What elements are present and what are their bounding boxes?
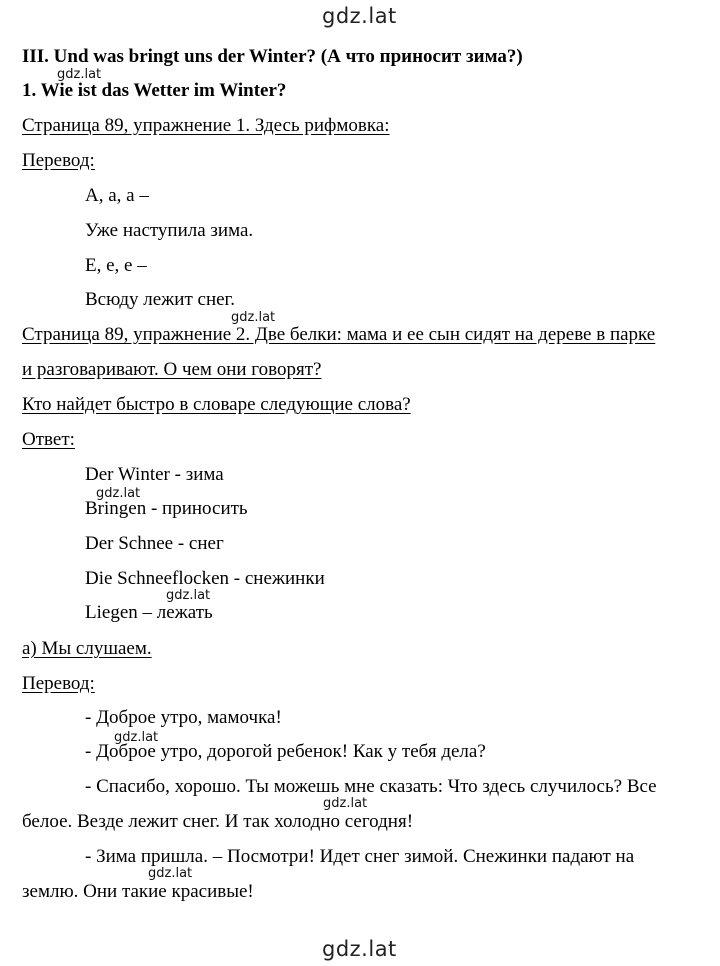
vocab-item: Liegen – лежать: [85, 602, 213, 623]
watermark: gdz.lat: [231, 310, 276, 325]
section-heading: III. Und was bringt uns der Winter? (А что приносит зима?): [22, 46, 523, 67]
vocab-item: Die Schneeflocken - снежинки: [85, 568, 325, 589]
dialogue-line: - Спасибо, хорошо. Ты можешь мне сказать: Что здесь случилось? Все: [85, 776, 657, 797]
poem-line: Уже наступила зима.: [85, 220, 254, 241]
watermark: gdz.lat: [148, 866, 193, 881]
translation-label: Перевод:: [22, 673, 95, 694]
vocab-item: Der Schnee - снег: [85, 533, 224, 554]
part-a-title: а) Мы слушаем.: [22, 638, 152, 659]
exercise-2-question: Кто найдет быстро в словаре следующие слова?: [22, 394, 411, 415]
dialogue-line: - Доброе утро, дорогой ребенок! Как у тебя дела?: [85, 741, 486, 762]
poem-line: А, а, а –: [85, 185, 149, 206]
poem-line: Е, е, е –: [85, 255, 147, 276]
dialogue-line: - Зима пришла. – Посмотри! Идет снег зимой. Снежинки падают на: [85, 846, 635, 867]
answer-label: Ответ:: [22, 429, 75, 450]
dialogue-line-cont: белое. Везде лежит снег. И так холодно сегодня!: [22, 811, 414, 832]
exercise-1-title: Страница 89, упражнение 1. Здесь рифмовка:: [22, 115, 390, 136]
subsection-heading: 1. Wie ist das Wetter im Winter?: [22, 80, 287, 101]
watermark-top: gdz.lat: [322, 4, 397, 28]
watermark: gdz.lat: [166, 588, 211, 603]
watermark-bottom: gdz.lat: [322, 937, 397, 961]
watermark: gdz.lat: [57, 67, 102, 82]
translation-label: Перевод:: [22, 150, 95, 171]
watermark: gdz.lat: [114, 730, 159, 745]
watermark: gdz.lat: [96, 486, 141, 501]
dialogue-line-cont: землю. Они такие красивые!: [22, 881, 254, 902]
dialogue-line: - Доброе утро, мамочка!: [85, 707, 282, 728]
watermark: gdz.lat: [323, 796, 368, 811]
exercise-2-title: Страница 89, упражнение 2. Две белки: мама и ее сын сидят на дереве в парке: [22, 324, 656, 345]
poem-line: Всюду лежит снег.: [85, 289, 235, 310]
exercise-2-title-cont: и разговаривают. О чем они говорят?: [22, 359, 322, 380]
vocab-item: Bringen - приносить: [85, 498, 248, 519]
vocab-item: Der Winter - зима: [85, 464, 224, 485]
